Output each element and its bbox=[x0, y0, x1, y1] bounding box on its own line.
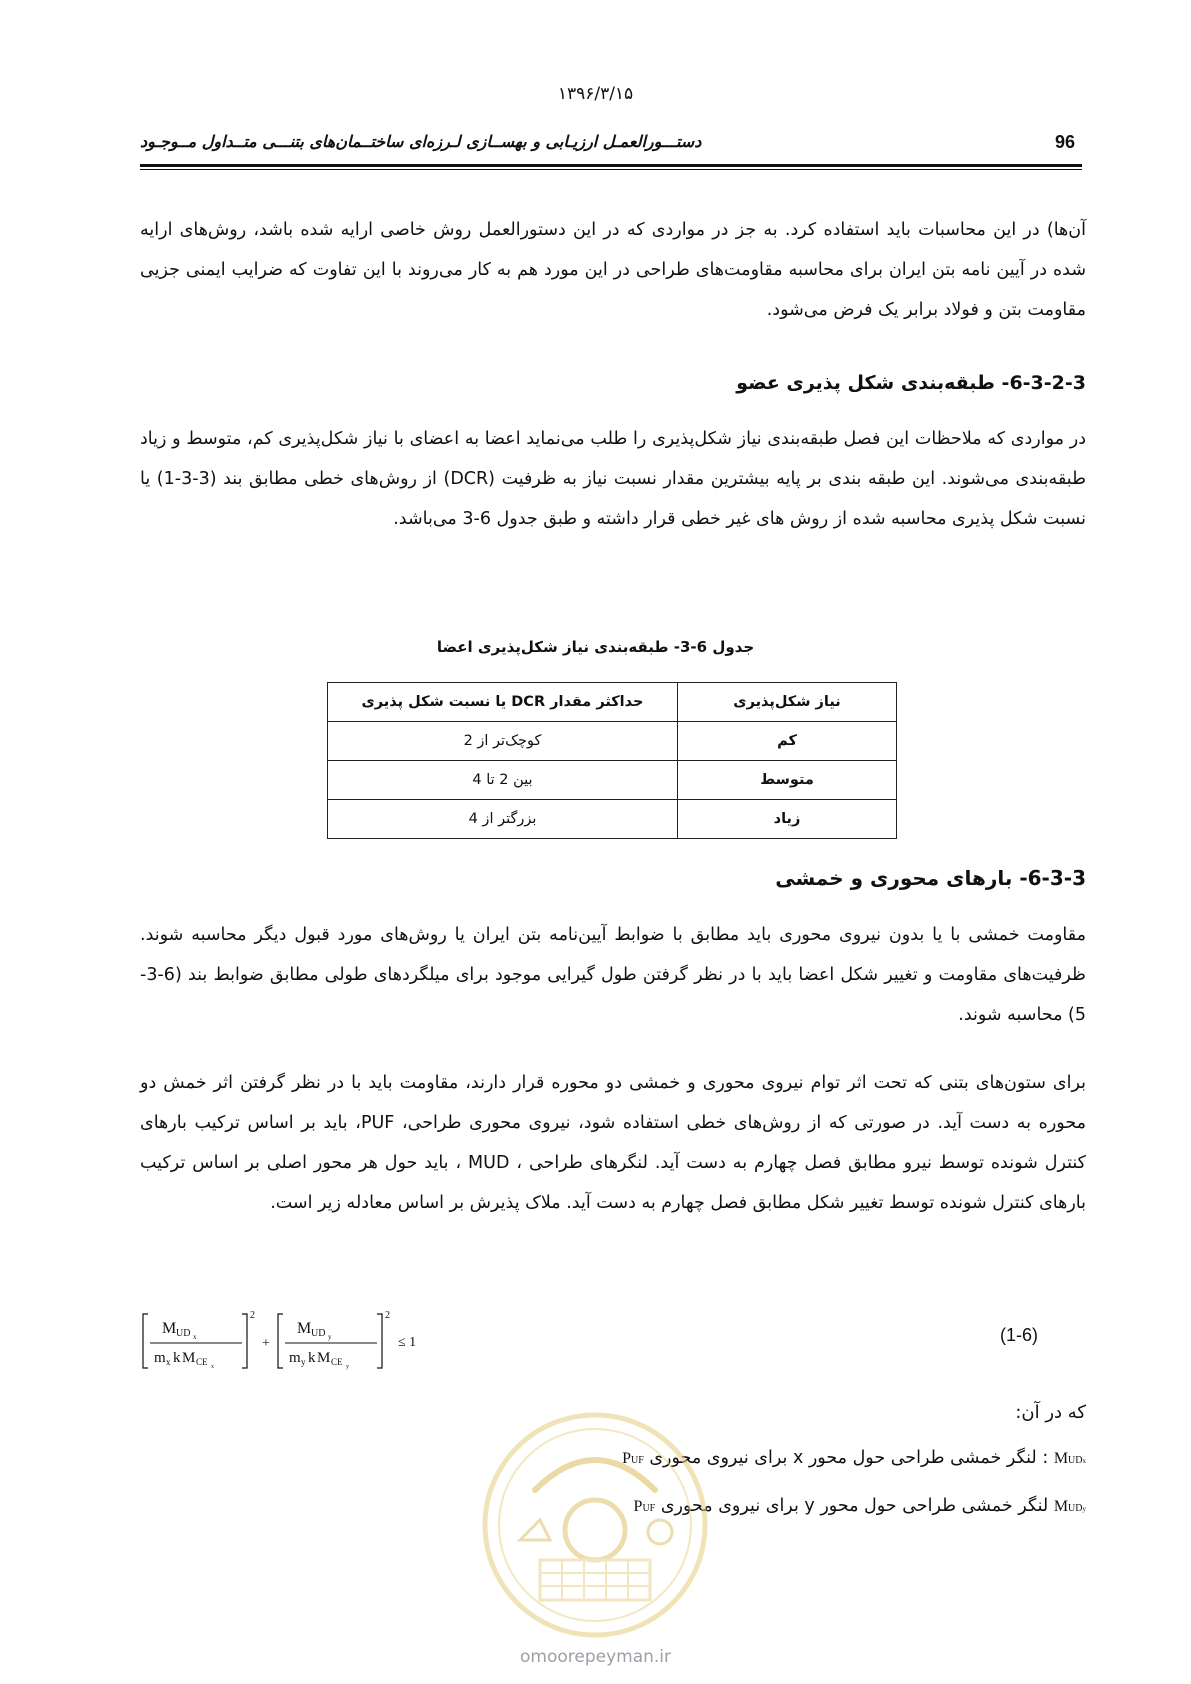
eq-exp: 2 bbox=[385, 1310, 390, 1321]
header-rule-thin bbox=[140, 169, 1082, 170]
table-cell-level: کم bbox=[678, 722, 897, 761]
table-cell-value: کوچک‌تر از 2 bbox=[328, 722, 678, 761]
paragraph-ductility-classification: در مواردی که ملاحظات این فصل طبقه‌بندی نیاز شکل‌پذیری را طلب می‌نماید اعضا به اعضای با نیاز شکل‌پذیری کم، متوسط و زیاد طبقه‌بندی می‌شوند. این طبقه بندی بر پایه بیشترین مقدار نسبت نیاز به ظرفیت (DCR) از روش‌های خطی مطابق بند (3-3-1) یا نسبت شکل پذیری محاسبه شده از روش های غیر خطی قرار داشته و طبق جدول 6-3 می‌باشد. bbox=[140, 429, 1086, 529]
section-heading-axial-flexural-loads: 6-3-3- بارهای محوری و خمشی bbox=[775, 866, 1086, 890]
eq-sub: x bbox=[193, 1333, 197, 1341]
table-header-cell: حداکثر مقدار DCR یا نسبت شکل پذیری bbox=[328, 683, 678, 722]
eq-sub: CE bbox=[331, 1357, 343, 1367]
symbol-p: P bbox=[622, 1450, 631, 1467]
table-cell-value: بزرگتر از 4 bbox=[328, 800, 678, 839]
definition-text: : لنگر خمشی طراحی حول محور x برای نیروی محوری bbox=[649, 1448, 1049, 1468]
symbol-sub: UD bbox=[1068, 1503, 1083, 1514]
symbol-sub: x bbox=[1082, 1457, 1086, 1465]
symbol-m: M bbox=[1053, 1450, 1069, 1467]
symbol-p: P bbox=[633, 1498, 643, 1515]
header-rule bbox=[140, 164, 1082, 167]
eq-sub: UD bbox=[311, 1328, 326, 1339]
symbol-sub: UF bbox=[642, 1503, 656, 1514]
eq-den: m bbox=[154, 1350, 166, 1366]
where-label: که در آن: bbox=[1015, 1402, 1086, 1423]
svg-text:+: + bbox=[262, 1336, 270, 1351]
eq-sub: UD bbox=[176, 1328, 191, 1339]
print-date: ۱۳۹۶/۳/۱۵ bbox=[557, 84, 634, 104]
eq-sub: y bbox=[346, 1364, 349, 1370]
ductility-demand-table bbox=[327, 682, 897, 839]
eq-den: k bbox=[173, 1350, 181, 1366]
eq-den: k bbox=[308, 1350, 316, 1366]
table-header-row bbox=[328, 683, 897, 722]
biaxial-interaction-equation bbox=[140, 1306, 480, 1376]
table-row bbox=[328, 800, 897, 839]
equation-number: (1-6) bbox=[1000, 1325, 1039, 1345]
eq-sub: y bbox=[328, 1333, 332, 1341]
eq-sub: CE bbox=[196, 1357, 208, 1367]
watermark-seal-icon bbox=[480, 1410, 710, 1640]
paragraph-flexural-strength: مقاومت خمشی با یا بدون نیروی محوری باید مطابق با ضوابط آیین‌نامه بتن ایران یا روش‌های مورد قبول دیگر محاسبه شوند. ظرفیت‌های مقاومت و تغییر شکل اعضا باید با در نظر گرفتن طول گیرایی موجود برای میلگردهای طولی مطابق ضوابط بند (6-3-5) محاسبه شوند. bbox=[140, 925, 1086, 1025]
table-row bbox=[328, 761, 897, 800]
symbol-sub: UF bbox=[630, 1455, 644, 1466]
eq-exp: 2 bbox=[250, 1310, 255, 1321]
eq-num-x: M bbox=[162, 1320, 177, 1337]
eq-sub: x bbox=[211, 1364, 214, 1370]
table-cell-level: زیاد bbox=[678, 800, 897, 839]
eq-den: M bbox=[182, 1350, 196, 1366]
table-cell-value: بین 2 تا 4 bbox=[328, 761, 678, 800]
symbol-sub: UD bbox=[1068, 1455, 1083, 1466]
section-heading-ductility-classification: 6-3-2-3- طبقه‌بندی شکل پذیری عضو bbox=[736, 372, 1086, 394]
eq-sub: x bbox=[166, 1357, 171, 1367]
symbol-m: M bbox=[1053, 1498, 1069, 1515]
eq-den: m bbox=[289, 1350, 301, 1366]
table-caption: جدول 6-3- طبقه‌بندی نیاز شکل‌پذیری اعضا bbox=[436, 638, 755, 656]
table-cell-level: متوسط bbox=[678, 761, 897, 800]
running-title: دستـــورالعمـل ارزیـابی و بهســازی لـرزه‌ای ساختــمان‌های بتنـــی متــداول مــوجـود bbox=[140, 132, 702, 151]
symbol-sub: y bbox=[1082, 1505, 1086, 1513]
paragraph-biaxial-bending: برای ستون‌های بتنی که تحت اثر توام نیروی محوری و خمشی دو محوره قرار دارند، مقاومت باید با در نظر گرفتن اثر خمش دو محوره به دست آید. در صورتی که از روش‌های خطی استفاده شود، نیروی محوری طراحی، PUF، باید بر اساس ترکیب بارهای کنترل شونده توسط نیرو مطابق فصل چهارم به دست آید. لنگرهای طراحی ، MUD ، باید حول هر محور اصلی بر اساس ترکیب بارهای کنترل شونده توسط تغییر شکل مطابق فصل چهارم به دست آید. ملاک پذیرش بر اساس معادله زیر است. bbox=[140, 1073, 1087, 1213]
eq-le-one: ≤ 1 bbox=[398, 1335, 417, 1350]
definition-text: لنگر خمشی طراحی حول محور y برای نیروی محوری bbox=[660, 1496, 1049, 1516]
paragraph-strength-calc: آن‌ها) در این محاسبات باید استفاده کرد. به جز در مواردی که در این دستورالعمل روش خاصی ارایه شده باشد، روش‌های ارایه شده در آیین نامه بتن ایران برای محاسبه مقاومت‌های طراحی در این مورد هم به کار می‌روند با این تفاوت که ضرایب ایمنی جزیی مقاومت بتن و فولاد برابر یک فرض می‌شود. bbox=[140, 220, 1086, 320]
eq-sub: y bbox=[301, 1357, 306, 1367]
page-number: 96 bbox=[1055, 132, 1076, 152]
table-row bbox=[328, 722, 897, 761]
eq-num-y: M bbox=[297, 1320, 312, 1337]
table-header-cell: نیاز شکل‌پذیری bbox=[678, 683, 897, 722]
eq-den: M bbox=[317, 1350, 331, 1366]
watermark-url: omoorepeyman.ir bbox=[519, 1647, 672, 1667]
